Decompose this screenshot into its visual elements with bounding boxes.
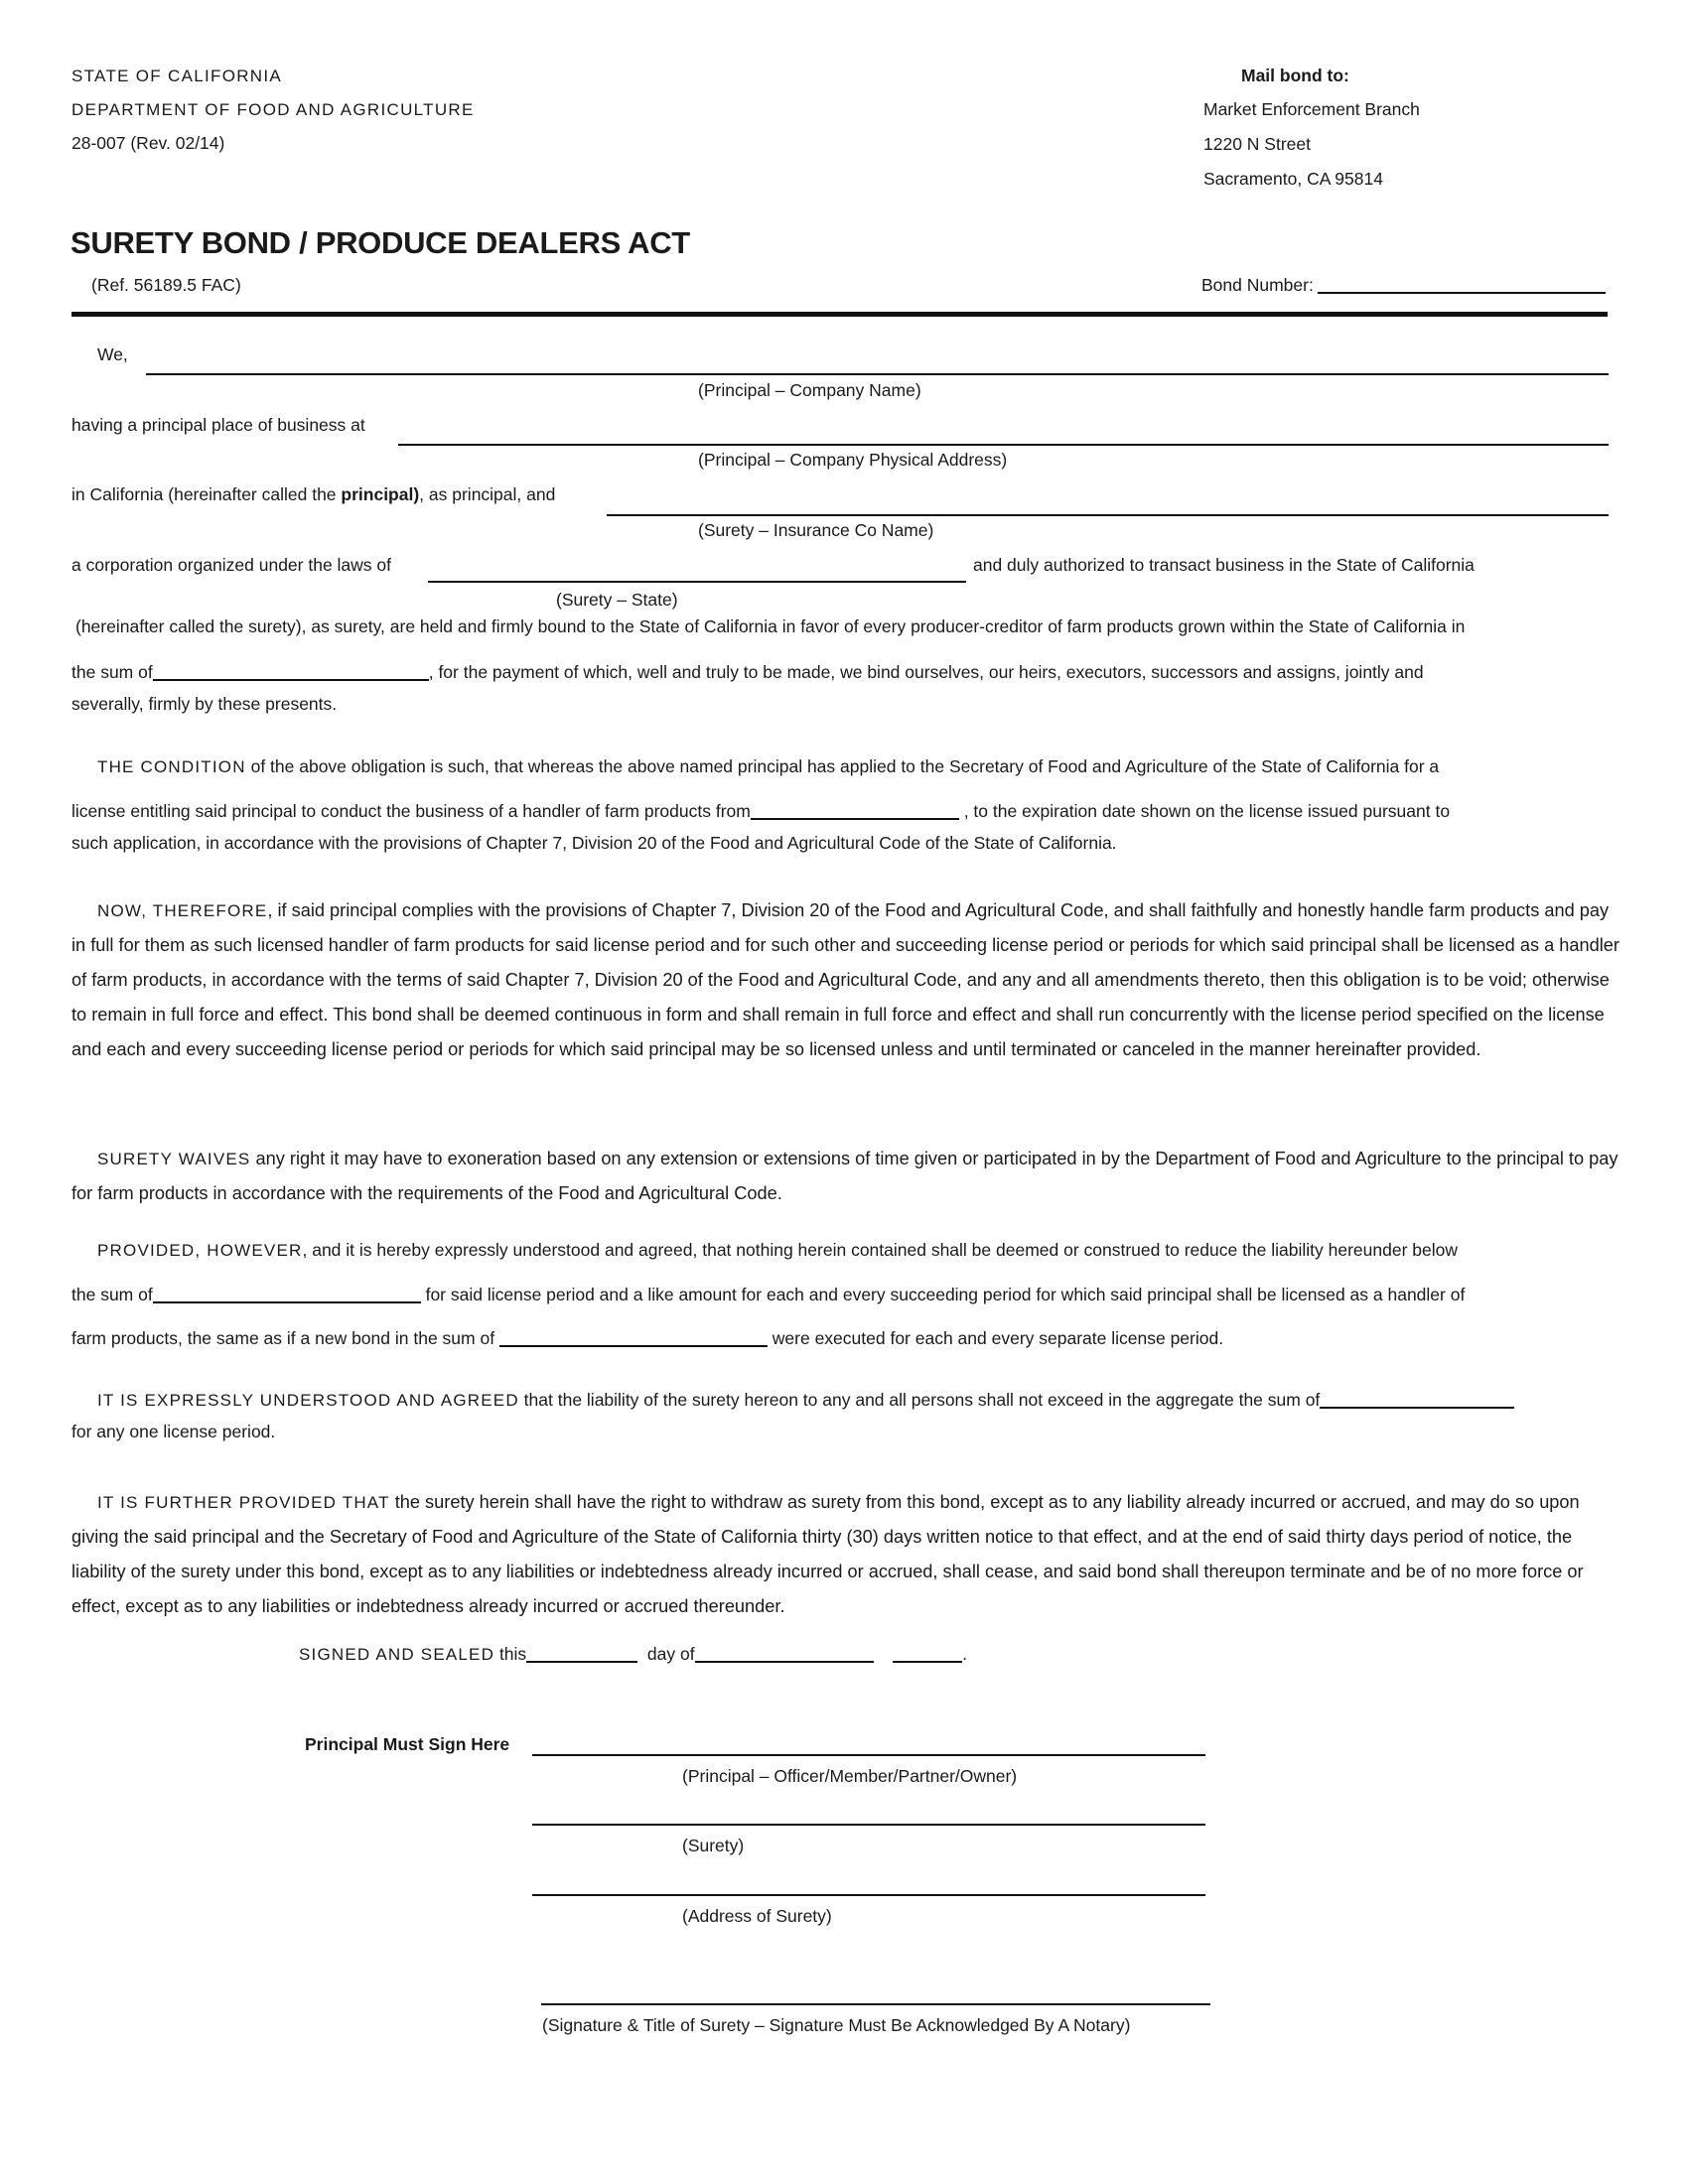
notary-signature-caption: (Signature & Title of Surety – Signature Must Be Acknowledged By A Notary) <box>542 2015 1131 2035</box>
header-divider <box>71 312 1608 317</box>
condition-line3: such application, in accordance with the provisions of Chapter 7, Division 20 of the Food and Agricultural Code of the State of California. <box>71 833 1117 853</box>
mail-street: 1220 N Street <box>1203 134 1311 154</box>
surety-signature-field[interactable] <box>532 1824 1205 1826</box>
sum-field[interactable] <box>153 661 429 681</box>
sum-line: the sum of , for the payment of which, well and truly to be made, we bind ourselves, our heirs, executors, successors and assigns, jointly and <box>71 662 1424 682</box>
surety-state-caption: (Surety – State) <box>556 590 678 610</box>
agency-department: DEPARTMENT OF FOOD AND AGRICULTURE <box>71 100 475 119</box>
surety-caption: (Surety) <box>682 1836 745 1855</box>
principal-signature-field[interactable] <box>532 1754 1205 1756</box>
we-label: We, <box>97 344 128 364</box>
principal-must-sign-label: Principal Must Sign Here <box>305 1734 510 1754</box>
surety-waives-paragraph: SURETY WAIVES any right it may have to exoneration based on any extension or extensions of time given or participated in by the Department of Food and Agriculture to the principal to pay for farm products in accordance with the requirements of the Food and Agricultural Code. <box>71 1149 1618 1203</box>
notary-signature-field[interactable] <box>541 2003 1210 2005</box>
page-title: SURETY BOND / PRODUCE DEALERS ACT <box>70 225 690 260</box>
month-field[interactable] <box>695 1643 874 1663</box>
surety-address-field[interactable] <box>532 1894 1205 1896</box>
reference: (Ref. 56189.5 FAC) <box>91 275 241 295</box>
new-bond-sum-field[interactable] <box>499 1327 768 1347</box>
principal-name-field[interactable] <box>146 373 1609 375</box>
year-field[interactable] <box>893 1643 962 1663</box>
expressly-line1: IT IS EXPRESSLY UNDERSTOOD AND AGREED that the liability of the surety hereon to any and all persons shall not exceed in the aggregate the sum of <box>97 1389 1514 1410</box>
surety-address-caption: (Address of Surety) <box>682 1906 832 1926</box>
surety-state-field[interactable] <box>428 581 966 583</box>
further-provided-paragraph: IT IS FURTHER PROVIDED THAT the surety herein shall have the right to withdraw as surety from this bond, except as to any liability already incurred or accrued, and may do so upon giving the said principal and the Secretary of Food and Agriculture of the State of California thirty (30) days written notice to that effect, and at the end of said thirty days period of notice, the liability of the surety under this bond, except as to any liabilities or indebtedness already incurred or accrued, shall cease, and said bond shall thereupon terminate and be of no more force or effect, except as to any liabilities or indebtedness already incurred or accrued thereunder. <box>71 1492 1584 1616</box>
condition-line1: THE CONDITION of the above obligation is such, that whereas the above named principal has applied to the Secretary of Food and Agriculture of the State of California for a <box>97 756 1440 776</box>
principal-address-caption: (Principal – Company Physical Address) <box>698 450 1008 470</box>
expressly-line2: for any one license period. <box>71 1422 276 1441</box>
bond-number-field[interactable] <box>1318 292 1606 294</box>
day-field[interactable] <box>526 1643 637 1663</box>
severally-text: severally, firmly by these presents. <box>71 694 338 714</box>
now-therefore-paragraph: NOW, THEREFORE, if said principal complies with the provisions of Chapter 7, Division 20 of the Food and Agricultural Code, and shall faithfully and honestly handle farm products and pay in full for them as such licensed handler of farm products for said license period and for such other and succeeding license period or periods for which said principal shall be licensed as a handler of farm products, in accordance with the terms of said Chapter 7, Division 20 of the Food and Agricultural Code, and any and all amendments thereto, then this obligation is to be void; otherwise to remain in full force and effect. This bond shall be deemed continuous in form and shall remain in full force and effect and shall run concurrently with the license period specified on the license and each and every succeeding license period or periods for which said principal may be so licensed unless and until terminated or canceled in the manner hereinafter provided. <box>71 900 1619 1059</box>
principal-name-caption: (Principal – Company Name) <box>698 380 921 400</box>
provided-line1: PROVIDED, HOWEVER, and it is hereby expressly understood and agreed, that nothing herein contained shall be deemed or construed to reduce the liability hereunder below <box>97 1240 1459 1260</box>
in-california-text: in California (hereinafter called the principal), as principal, and <box>71 484 556 504</box>
form-number: 28-007 (Rev. 02/14) <box>71 133 225 153</box>
aggregate-sum-field[interactable] <box>1320 1389 1514 1409</box>
mail-heading: Mail bond to: <box>1241 66 1349 85</box>
corporation-label: a corporation organized under the laws of <box>71 555 392 575</box>
condition-line2: license entitling said principal to conduct the business of a handler of farm products from , to the expiration date shown on the license issued pursuant to <box>71 801 1451 821</box>
license-from-field[interactable] <box>751 800 959 820</box>
provided-line2: the sum of for said license period and a like amount for each and every succeeding period for which said principal shall be licensed as a handler of <box>71 1285 1466 1304</box>
surety-name-field[interactable] <box>607 514 1609 516</box>
authorized-label: and duly authorized to transact business in the State of California <box>973 555 1475 575</box>
principal-address-field[interactable] <box>398 444 1609 446</box>
provided-sum-field[interactable] <box>153 1284 421 1303</box>
mail-city: Sacramento, CA 95814 <box>1203 169 1383 189</box>
provided-line3: farm products, the same as if a new bond in the sum of were executed for each and every separate license period. <box>71 1328 1224 1348</box>
held-bound-text: (hereinafter called the surety), as surety, are held and firmly bound to the State of California in favor of every producer-creditor of farm products grown within the State of California in <box>75 616 1466 636</box>
principal-signature-caption: (Principal – Officer/Member/Partner/Owner) <box>682 1766 1018 1786</box>
bond-number-label: Bond Number: <box>1201 275 1314 295</box>
surety-name-caption: (Surety – Insurance Co Name) <box>698 520 934 540</box>
mail-branch: Market Enforcement Branch <box>1203 99 1420 119</box>
agency-state: STATE OF CALIFORNIA <box>71 67 283 85</box>
signed-sealed-line: SIGNED AND SEALED this day of . <box>299 1644 967 1664</box>
place-label: having a principal place of business at <box>71 415 365 435</box>
